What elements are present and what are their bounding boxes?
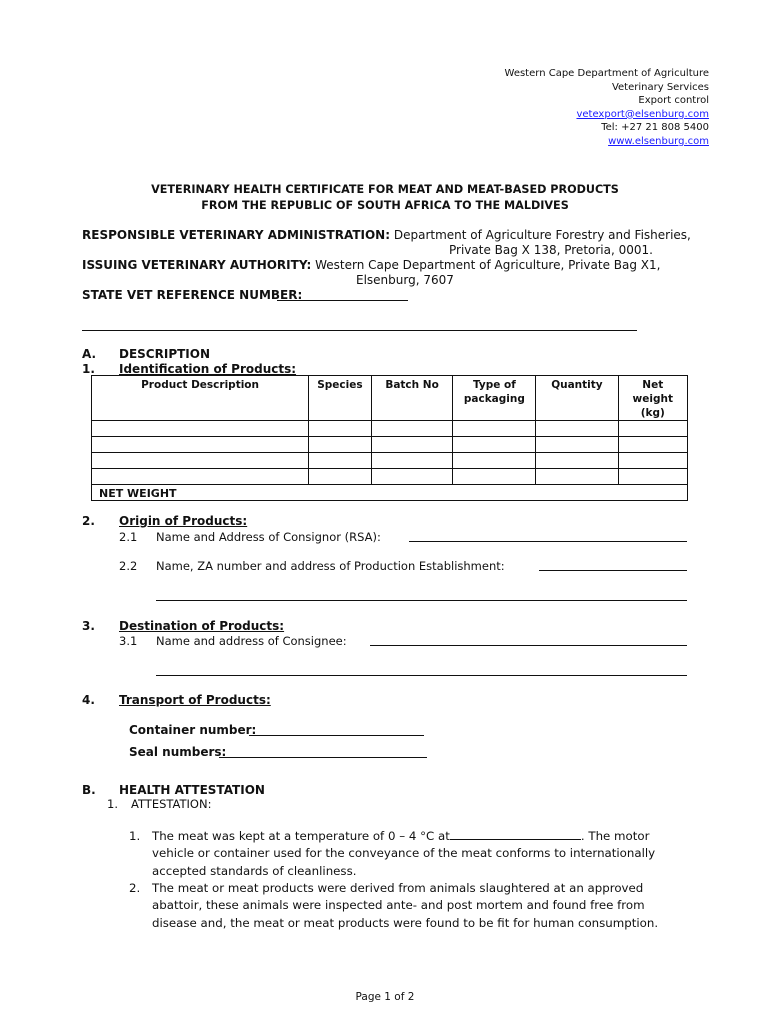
origin-num: 2. — [82, 514, 95, 528]
point-2-line-2: abattoir, these animals were inspected ante- and post mortem and found free from — [152, 898, 645, 913]
container-label: Container number: — [129, 723, 257, 737]
table-header-row — [92, 376, 688, 421]
consignee-field-line-2[interactable] — [156, 675, 687, 676]
net-weight-row — [92, 485, 688, 501]
col-net-weight: Net weight (kg) — [618, 376, 687, 421]
section-a-num: 1. — [82, 362, 95, 376]
consignee-field[interactable] — [370, 645, 687, 646]
telephone: Tel: +27 21 808 5400 — [601, 122, 709, 134]
destination-item-1-text: Name and address of Consignee: — [156, 634, 347, 648]
certificate-title — [0, 182, 770, 213]
separator-line — [82, 330, 637, 331]
rva-label: RESPONSIBLE VETERINARY ADMINISTRATION: — [82, 228, 391, 242]
ref-label: STATE VET REFERENCE NUMBER: — [82, 288, 303, 302]
origin-item-1-text: Name and Address of Consignor (RSA): — [156, 530, 381, 544]
point-2-text — [152, 880, 712, 932]
origin-item-2-text: Name, ZA number and address of Production Establishment: — [156, 559, 505, 573]
establishment-field[interactable] — [539, 570, 687, 571]
title-line-1: VETERINARY HEALTH CERTIFICATE FOR MEAT AND MEAT-BASED PRODUCTS — [151, 183, 619, 196]
table-row[interactable] — [92, 453, 688, 469]
org-name: Western Cape Department of Agriculture — [504, 68, 709, 79]
seal-numbers-field[interactable] — [219, 757, 427, 758]
point-2-line-1: The meat or meat products were derived from animals slaughtered at an approved — [152, 881, 644, 895]
temperature-location-field[interactable] — [450, 828, 581, 840]
point-1-line-2: vehicle or container used for the conveyance of the meat conforms to internationally — [152, 846, 656, 861]
rva-value-1: Department of Agriculture Forestry and Fisheries, — [393, 228, 691, 242]
establishment-field-line-2[interactable] — [156, 600, 687, 601]
iva-row — [82, 258, 702, 272]
iva-label: ISSUING VETERINARY AUTHORITY: — [82, 258, 312, 272]
point-1-line-3: accepted standards of cleanliness. — [152, 863, 357, 878]
col-species: Species — [309, 376, 372, 421]
point-1-text — [152, 828, 697, 880]
transport-title: Transport of Products: — [119, 693, 271, 707]
origin-title: Origin of Products: — [119, 514, 248, 528]
net-weight-label: NET WEIGHT — [92, 485, 688, 501]
table-row[interactable] — [92, 437, 688, 453]
transport-num: 4. — [82, 693, 95, 707]
point-2-line-3: disease and, the meat or meat products were found to be fit for human consumption. — [152, 915, 659, 930]
point-1-num: 1. — [129, 829, 141, 843]
seal-label: Seal numbers: — [129, 745, 227, 759]
email-link[interactable]: vetexport@elsenburg.com — [576, 108, 709, 120]
destination-num: 3. — [82, 619, 95, 633]
section-b-title: HEALTH ATTESTATION — [119, 783, 265, 797]
section-b-letter: B. — [82, 783, 96, 797]
container-number-field[interactable] — [249, 735, 424, 736]
table-row[interactable] — [92, 469, 688, 485]
website-link[interactable]: www.elsenburg.com — [608, 135, 709, 147]
consignor-field[interactable] — [409, 541, 687, 542]
destination-title: Destination of Products: — [119, 619, 285, 633]
point-1-line-1b: . The motor — [580, 829, 650, 843]
point-1-line-1a: The meat was kept at a temperature of 0 – 4 °C at — [152, 829, 450, 843]
page-number: Page 1 of 2 — [355, 991, 415, 1003]
dept-name: Veterinary Services — [611, 81, 709, 93]
iva-value-1: Western Cape Department of Agriculture, Private Bag X1, — [315, 258, 661, 272]
origin-item-2-num: 2.2 — [119, 559, 138, 573]
rva-row — [82, 228, 702, 242]
products-table — [91, 375, 688, 501]
attestation-title: ATTESTATION: — [131, 797, 212, 811]
ref-number-field[interactable] — [277, 300, 408, 301]
attestation-num: 1. — [107, 797, 118, 811]
col-product-description: Product Description — [92, 376, 309, 421]
unit-name: Export control — [638, 95, 709, 107]
section-a-title: DESCRIPTION — [119, 347, 211, 361]
section-a-subtitle: Identification of Products: — [119, 362, 297, 376]
rva-value-2: Private Bag X 138, Pretoria, 0001. — [449, 243, 653, 257]
destination-item-1-num: 3.1 — [119, 634, 138, 648]
col-batch-no: Batch No — [371, 376, 453, 421]
title-line-2: FROM THE REPUBLIC OF SOUTH AFRICA TO THE MALDIVES — [201, 198, 569, 212]
table-row[interactable] — [92, 421, 688, 437]
point-2-num: 2. — [129, 881, 141, 895]
origin-item-1-num: 2.1 — [119, 530, 138, 544]
col-quantity: Quantity — [536, 376, 618, 421]
section-a-letter: A. — [82, 347, 97, 361]
col-type-of-packaging: Type of packaging — [453, 376, 536, 421]
iva-value-2: Elsenburg, 7607 — [356, 273, 454, 287]
letterhead — [505, 67, 709, 149]
